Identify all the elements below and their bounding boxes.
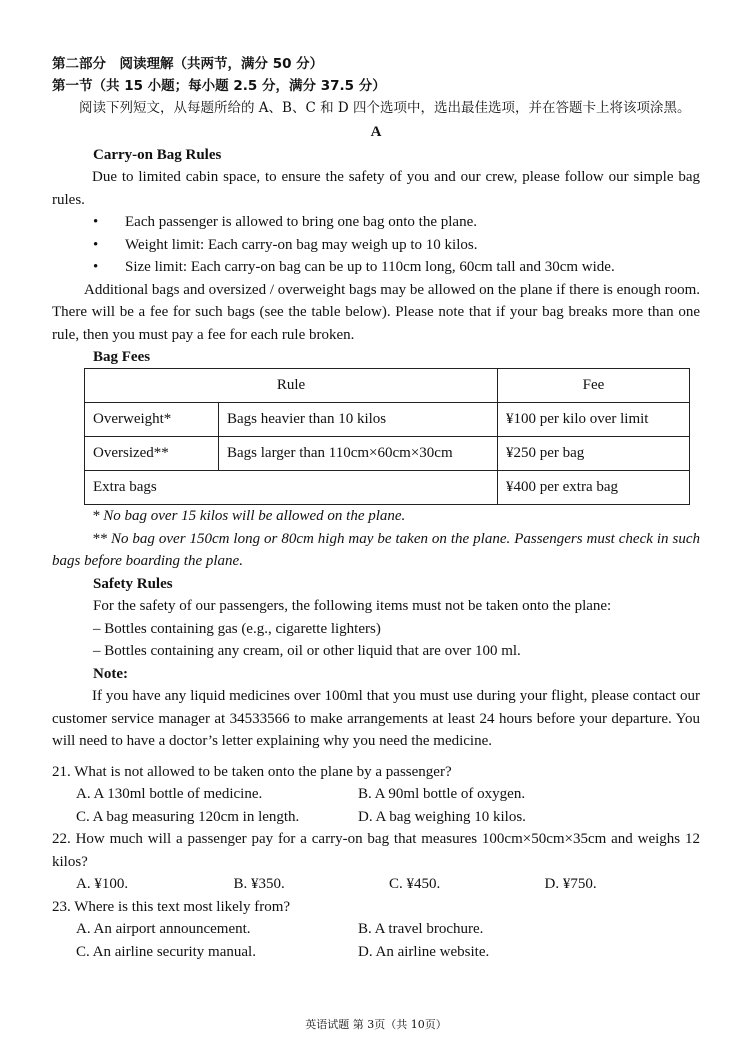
option-d: D. An airline website. [358, 943, 490, 960]
bullet-item [52, 234, 700, 257]
rule-fee: ¥100 per kilo over limit [498, 403, 690, 437]
fees-table [84, 368, 690, 505]
note-text: If you have any liquid medicines over 100ml that you must use during your flight, please contact our customer service manager at 34533566 to make arrangements at least 24 hours before your departure. You will need to have a doctor’s letter explaining why you need the medicine. [52, 688, 700, 749]
passage-letter: A [370, 124, 382, 140]
option-c: C. A bag measuring 120cm in length. [76, 808, 300, 825]
table-row [85, 471, 690, 505]
safety-intro: For the safety of our passengers, the following items must not be taken onto the plane: [93, 598, 612, 614]
safety-title: Safety Rules [93, 575, 173, 592]
note-title: Note: [93, 665, 128, 682]
footnote-1: * No bag over 15 kilos will be allowed on the plane. [92, 508, 406, 524]
option-d: D. ¥750. [544, 876, 597, 892]
question-stem: 23. Where is this text most likely from? [52, 898, 291, 915]
option-b: B. A travel brochure. [358, 921, 484, 937]
option-a: A. An airport announcement. [76, 921, 251, 937]
bullet-text: Each passenger is allowed to bring one bag onto the plane. [125, 214, 477, 230]
options-row [52, 873, 700, 896]
option-c: C. ¥450. [388, 876, 441, 892]
safety-item: – Bottles containing gas (e.g., cigarette lighters) [93, 620, 381, 637]
rule-type: Extra bags [85, 471, 498, 505]
option-d: D. A bag weighing 10 kilos. [358, 808, 526, 825]
table-row [85, 437, 690, 471]
option-a: A. ¥100. [76, 876, 129, 892]
section-title: 第二部分 阅读理解（共两节，满分 50 分） [52, 56, 324, 72]
bullet-text: Weight limit: Each carry-on bag may weigh up to 10 kilos. [125, 236, 478, 253]
table-header-row [85, 369, 690, 403]
question-21 [52, 761, 700, 829]
footnote-2: ** No bag over 150cm long or 80cm high may be taken on the plane. Passengers must check in such bags before boarding the plane. [52, 530, 700, 569]
fees-title: Bag Fees [93, 349, 151, 365]
bullet-text: Size limit: Each carry-on bag can be up to 110cm long, 60cm tall and 30cm wide. [125, 259, 615, 275]
options-row [52, 806, 700, 829]
bullet-dot: • [93, 259, 99, 275]
bullet-item [52, 211, 700, 234]
additional-paragraph: Additional bags and oversized / overweight bags may be allowed on the plane if there is enough room. There will be a fee for such bags (see the table below). Please note that if your bag breaks more than one rule, then you must pay a fee for each rule broken. [52, 281, 700, 343]
question-stem: 21. What is not allowed to be taken onto the plane by a passenger? [52, 763, 452, 780]
options-row [52, 918, 700, 941]
bullet-item [52, 256, 700, 279]
rule-fee: ¥250 per bag [498, 437, 690, 471]
rule-fee: ¥400 per extra bag [498, 471, 690, 505]
exam-page [52, 53, 700, 963]
rule-type: Oversized** [85, 437, 219, 471]
passage-intro: Due to limited cabin space, to ensure the safety of you and our crew, please follow our simple bag rules. [52, 169, 700, 208]
question-22 [52, 828, 700, 896]
table-row [85, 403, 690, 437]
rule-type: Overweight* [85, 403, 219, 437]
rule-desc: Bags heavier than 10 kilos [219, 403, 498, 437]
option-c: C. An airline security manual. [76, 943, 256, 960]
rule-desc: Bags larger than 110cm×60cm×30cm [219, 437, 498, 471]
option-b: B. A 90ml bottle of oxygen. [358, 786, 526, 802]
question-stem: 22. How much will a passenger pay for a carry-on bag that measures 100cm×50cm×35cm and weighs 12 kilos? [52, 831, 700, 870]
page-footer: 英语试题 第 3页（共 10页） [305, 1018, 447, 1031]
options-row [52, 783, 700, 806]
question-23 [52, 896, 700, 964]
instructions: 阅读下列短文，从每题所给的 A、B、C 和 D 四个选项中，选出最佳选项，并在答题卡上将该项涂黑。 [79, 100, 691, 116]
safety-item: – Bottles containing any cream, oil or other liquid that are over 100 ml. [93, 643, 521, 659]
options-row [52, 941, 700, 964]
option-b: B. ¥350. [233, 876, 285, 892]
bullet-dot: • [93, 236, 99, 253]
option-a: A. A 130ml bottle of medicine. [76, 786, 263, 802]
bullet-dot: • [93, 214, 99, 230]
header-fee: Fee [498, 369, 690, 403]
subsection-title: 第一节（共 15 小题；每小题 2.5 分，满分 37.5 分） [52, 78, 386, 94]
passage-title: Carry-on Bag Rules [93, 146, 222, 163]
header-rule: Rule [85, 369, 498, 403]
